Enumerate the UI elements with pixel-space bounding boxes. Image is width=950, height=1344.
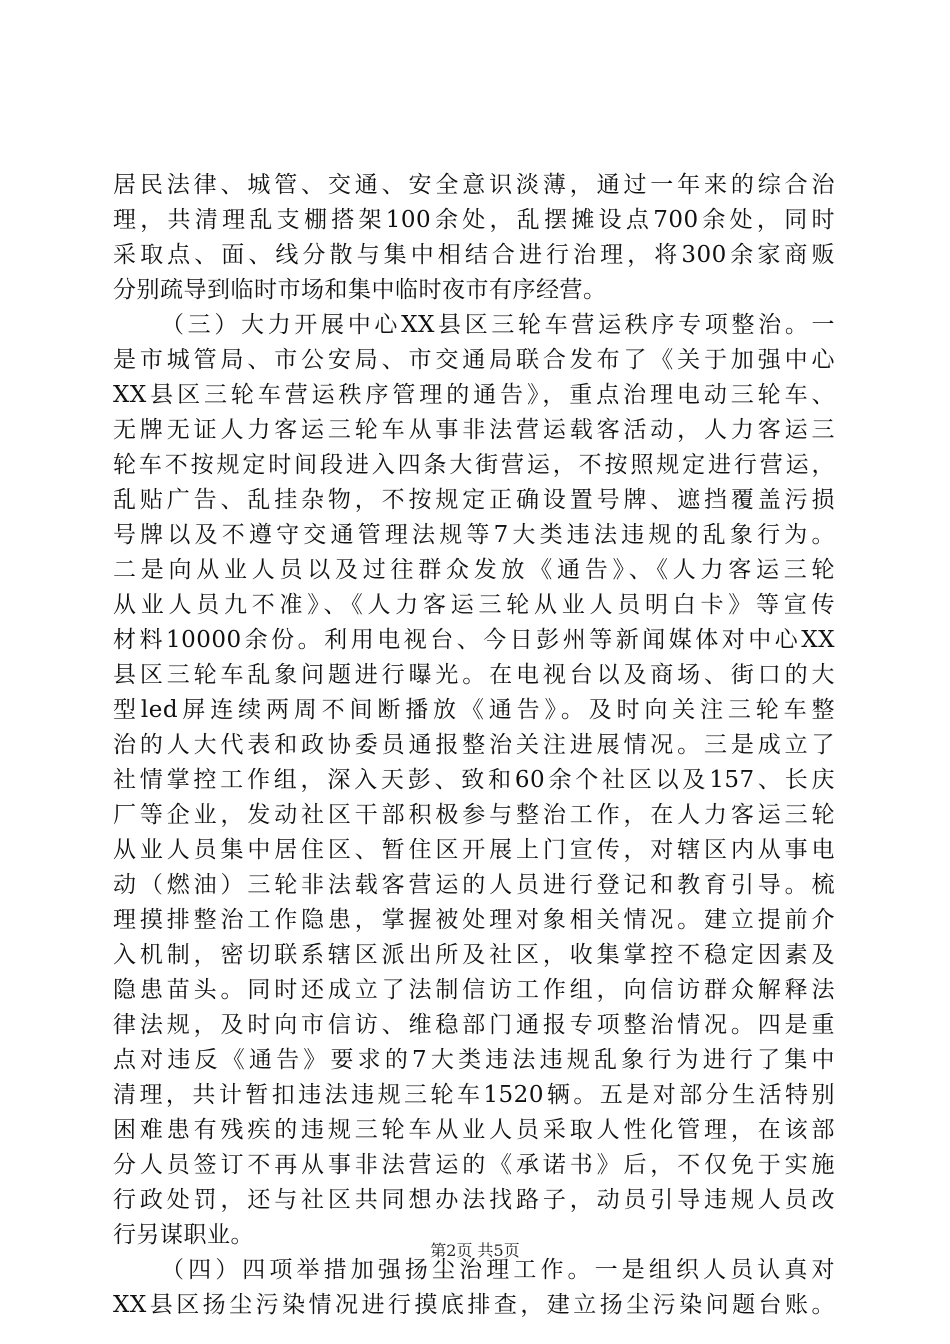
text-line: （三）大力开展中心XX县区三轮车营运秩序专项整治。一 [161,312,835,338]
text-line: 律法规，及时向市信访、维稳部门通报专项整治情况。四是重 [113,1012,835,1038]
text-line: 分别疏导到临时市场和集中临时夜市有序经营。 [113,277,607,303]
text-line: 从业人员集中居住区、暂住区开展上门宣传，对辖区内从事电 [113,837,835,863]
text-line: 轮车不按规定时间段进入四条大街营运，不按照规定进行营运， [113,452,835,478]
page-footer: 第2页 共5页 [430,1241,520,1260]
text-line: 采取点、面、线分散与集中相结合进行治理，将300余家商贩 [113,242,835,268]
text-line: 社情掌控工作组，深入天彭、致和60余个社区以及157、长庆 [113,767,835,793]
text-line: 号牌以及不遵守交通管理法规等7大类违法违规的乱象行为。 [113,522,835,548]
text-line: （四）四项举措加强扬尘治理工作。一是组织人员认真对 [161,1257,835,1283]
text-line: 厂等企业，发动社区干部积极参与整治工作，在人力客运三轮 [113,802,835,828]
text-line: 清理，共计暂扣违法违规三轮车1520辆。五是对部分生活特别 [113,1082,835,1108]
text-line: 二是向从业人员以及过往群众发放《通告》、《人力客运三轮 [113,557,835,583]
text-line: 理，共清理乱支棚搭架100余处，乱摆摊设点700余处，同时 [113,207,835,233]
text-line: 型led屏连续两周不间断播放《通告》。及时向关注三轮车整 [113,697,835,723]
text-line: XX县区扬尘污染情况进行摸底排查，建立扬尘污染问题台账。 [113,1292,835,1318]
text-line: 是市城管局、市公安局、市交通局联合发布了《关于加强中心 [113,347,835,373]
text-line: 无牌无证人力客运三轮车从事非法营运载客活动，人力客运三 [113,417,835,443]
text-line: 理摸排整治工作隐患，掌握被处理对象相关情况。建立提前介 [113,907,835,933]
text-line: 乱贴广告、乱挂杂物，不按规定正确设置号牌、遮挡覆盖污损 [113,487,835,513]
text-line: 点对违反《通告》要求的7大类违法违规乱象行为进行了集中 [113,1047,835,1073]
text-line: 入机制，密切联系辖区派出所及社区，收集掌控不稳定因素及 [113,942,835,968]
text-line: 行另谋职业。 [113,1222,254,1248]
text-line: 材料10000余份。利用电视台、今日彭州等新闻媒体对中心XX [113,627,835,653]
text-line: XX县区三轮车营运秩序管理的通告》，重点治理电动三轮车、 [113,382,835,408]
text-line: 县区三轮车乱象问题进行曝光。在电视台以及商场、街口的大 [113,662,835,688]
text-line: 动（燃油）三轮非法载客营运的人员进行登记和教育引导。梳 [113,872,835,898]
text-line: 行政处罚，还与社区共同想办法找路子，动员引导违规人员改 [113,1187,835,1213]
text-line: 分人员签订不再从事非法营运的《承诺书》后，不仅免于实施 [113,1152,835,1178]
document-body [113,168,835,1323]
text-line: 居民法律、城管、交通、安全意识淡薄，通过一年来的综合治 [113,172,835,198]
text-line: 困难患有残疾的违规三轮车从业人员采取人性化管理，在该部 [113,1117,835,1143]
text-line: 隐患苗头。同时还成立了法制信访工作组，向信访群众解释法 [113,977,835,1003]
text-line: 从业人员九不准》、《人力客运三轮从业人员明白卡》等宣传 [113,592,835,618]
text-line: 治的人大代表和政协委员通报整治关注进展情况。三是成立了 [113,732,835,758]
